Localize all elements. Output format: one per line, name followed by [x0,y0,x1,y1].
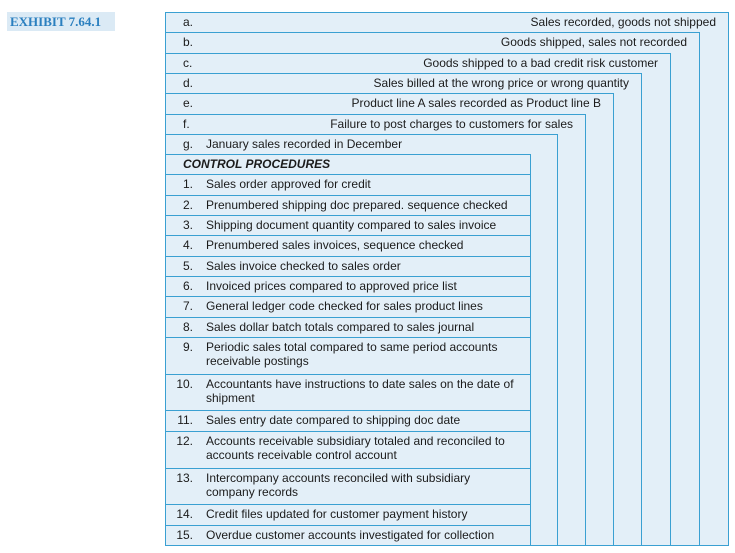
error-column-line [670,53,671,546]
control-number: 11. [177,413,193,428]
controls-right-border [530,154,531,546]
controls-header: CONTROL PROCEDURES [183,157,331,172]
control-row [165,235,530,255]
error-column-line [585,114,586,547]
error-column-line [613,93,614,546]
controls-header-row [165,154,530,174]
control-number: 6. [182,278,193,293]
control-number: 4. [182,238,193,253]
control-text: General ledger code checked for sales product lines [206,299,483,314]
error-letter: a. [183,15,194,29]
control-text: Sales entry date compared to shipping doc date [206,413,461,428]
control-number: 3. [182,218,193,232]
error-letter: f. [183,116,190,131]
control-text: Sales invoice checked to sales order [206,258,401,273]
control-number: 15. [176,527,193,542]
control-row [165,374,530,406]
matrix-bottom-border [165,545,728,546]
control-text: Sales order approved for credit [206,177,371,192]
control-row [165,317,530,337]
control-number: 10. [176,376,193,391]
control-row [165,431,530,463]
control-number: 14. [176,507,193,522]
control-row [165,256,530,276]
error-row [165,134,557,154]
error-letter: g. [183,136,194,151]
error-text: Goods shipped, sales not recorded [500,35,687,50]
exhibit-title: EXHIBIT 7.64.1 [7,12,115,31]
error-column-line [557,134,558,546]
control-row [165,410,530,430]
matrix-left-border [165,12,166,546]
error-row [165,114,585,134]
control-text: Invoiced prices compared to approved price list [206,278,457,293]
control-number: 13. [176,470,193,485]
error-column-line [641,73,642,546]
control-number: 7. [182,299,193,314]
control-row [165,296,530,316]
control-number: 2. [182,197,193,212]
control-text: Credit files updated for customer payment history [206,507,468,522]
control-row [165,174,530,194]
control-text: Prenumbered shipping doc prepared. sequence checked [206,197,508,212]
error-letter: e. [183,96,194,111]
control-row [165,195,530,215]
control-text: Shipping document quantity compared to sales invoice [206,218,497,232]
control-text: Intercompany accounts reconciled with subsidiary company records [206,470,471,499]
error-row [165,73,641,93]
control-text: Sales dollar batch totals compared to sales journal [206,319,475,334]
error-letter: b. [183,35,194,50]
control-row [165,215,530,235]
error-text: Product line A sales recorded as Product line B [351,96,601,111]
control-row [165,504,530,524]
error-text: Sales recorded, goods not shipped [530,15,716,29]
error-column-line [699,32,700,546]
error-row [165,12,728,32]
error-text: Goods shipped to a bad credit risk customer [423,55,658,70]
control-number: 9. [182,339,193,354]
error-column-line [728,12,729,546]
control-text: Periodic sales total compared to same period accounts receivable postings [206,339,498,368]
error-text: Sales billed at the wrong price or wrong quantity [373,75,629,90]
error-row [165,32,699,52]
error-row [165,53,670,73]
control-text: Overdue customer accounts investigated for collection [206,527,495,542]
control-row [165,525,530,545]
error-text: January sales recorded in December [206,136,403,151]
control-text: Accountants have instructions to date sales on the date of shipment [206,376,514,405]
control-row [165,276,530,296]
control-text: Prenumbered sales invoices, sequence checked [206,238,464,253]
control-number: 1. [182,177,193,192]
control-number: 5. [182,258,193,273]
error-row [165,93,613,113]
control-text: Accounts receivable subsidiary totaled and reconciled to accounts receivable control account [206,433,505,462]
error-letter: c. [183,55,193,70]
control-row [165,337,530,369]
control-number: 8. [182,319,193,334]
error-letter: d. [183,75,194,90]
control-row [165,468,530,500]
control-number: 12. [176,433,193,448]
error-text: Failure to post charges to customers for sales [330,116,573,131]
